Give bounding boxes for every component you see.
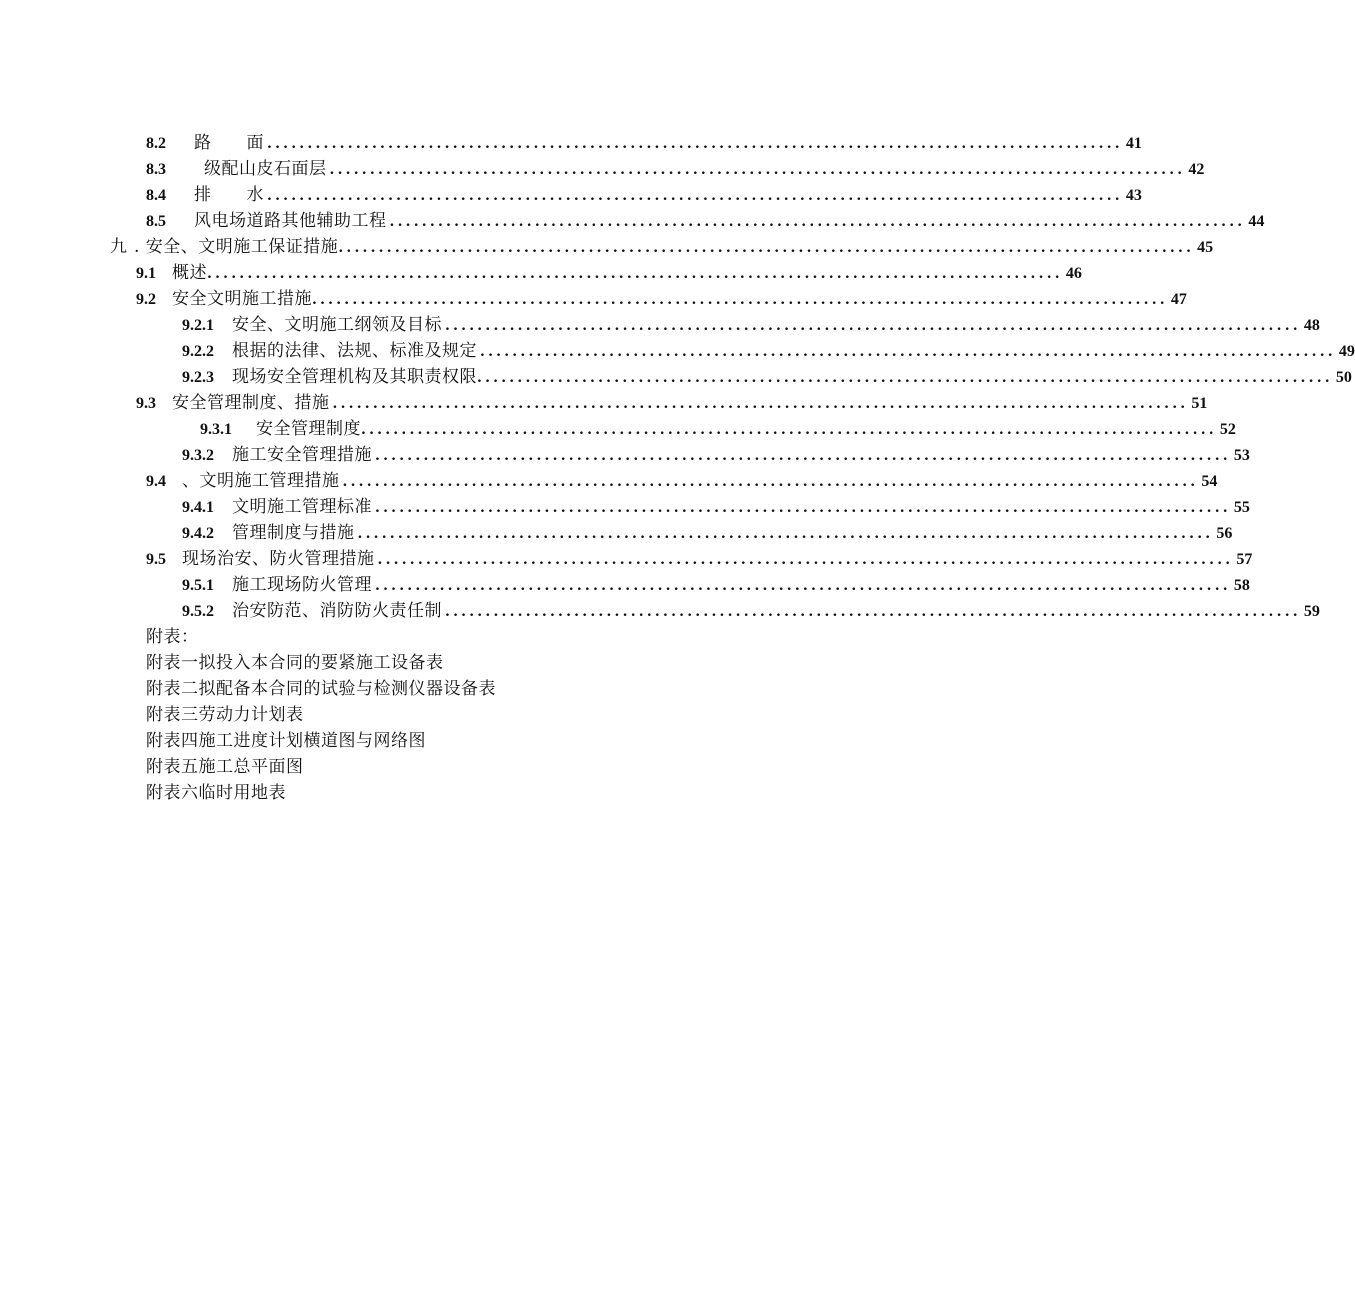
toc-leader-dots: ..........................................................................................................: [267, 136, 1123, 152]
toc-title: 概述: [172, 263, 207, 283]
toc-number: 9.5: [146, 551, 166, 568]
toc-entry-9-4-2[interactable]: [182, 520, 1233, 546]
toc-number: 9.2.1: [182, 317, 214, 334]
toc-entry-9-2[interactable]: [136, 286, 1187, 312]
toc-page-number: 59: [1303, 603, 1320, 620]
toc-page-number: 51: [1191, 395, 1208, 412]
toc-entry-8-4[interactable]: [146, 182, 1142, 208]
toc-entry-8-3[interactable]: [146, 156, 1205, 182]
toc-page-number: 48: [1303, 317, 1320, 334]
toc-leader-dots: ..........................................................................................................: [389, 214, 1246, 230]
toc-page-number: 45: [1197, 239, 1214, 256]
toc-entry-9-4-1[interactable]: [182, 494, 1250, 520]
toc-number: 8.4: [146, 187, 166, 204]
toc-entry-8-2[interactable]: [146, 130, 1142, 156]
toc-leader-dots: ..........................................................................................................: [357, 526, 1214, 542]
toc-number: 8.5: [146, 213, 166, 230]
toc-title: 施工现场防火管理: [232, 575, 372, 595]
toc-leader-dots: ..........................................................................................................: [480, 344, 1336, 360]
appendix-item-6[interactable]: 附表六临时用地表: [146, 783, 286, 803]
toc-title: 安全管理制度、措施: [172, 393, 330, 413]
toc-title: 施工安全管理措施: [232, 445, 372, 465]
toc-number: 9.3.1: [200, 421, 232, 438]
toc-page-number: 53: [1233, 447, 1250, 464]
toc-title: 安全文明施工措施: [172, 289, 312, 309]
toc-page-number: 52: [1219, 421, 1236, 438]
toc-title: 文明施工管理标准: [232, 497, 372, 517]
toc-title: 安全管理制度: [256, 419, 361, 439]
toc-entry-9-2-1[interactable]: [182, 312, 1320, 338]
toc-number: 9.1: [136, 265, 156, 282]
appendix-item-2[interactable]: 附表二拟配备本合同的试验与检测仪器设备表: [146, 679, 496, 699]
appendix-item-5[interactable]: 附表五施工总平面图: [146, 757, 304, 777]
toc-leader-dots: ..........................................................................................................: [375, 448, 1231, 464]
toc-number: 9.4.2: [182, 525, 214, 542]
toc-number: 9.2.2: [182, 343, 214, 360]
toc-number: 9.4.1: [182, 499, 214, 516]
toc-leader-dots: ..........................................................................................................: [329, 162, 1186, 178]
appendix-item-3[interactable]: 附表三劳动力计划表: [146, 705, 304, 725]
toc-leader-dots: ..........................................................................................................: [338, 240, 1195, 256]
toc-page-number: 56: [1216, 525, 1233, 542]
toc-number: 9.4: [146, 473, 166, 490]
toc-title: 治安防范、消防防火责任制: [232, 601, 442, 621]
toc-title: 管理制度与措施: [232, 523, 355, 543]
appendix-item-4[interactable]: 附表四施工进度计划横道图与网络图: [146, 731, 426, 751]
toc-page-number: 41: [1125, 135, 1142, 152]
toc-leader-dots: ..........................................................................................................: [312, 292, 1168, 308]
toc-entry-8-5[interactable]: [146, 208, 1265, 234]
toc-entry-9-4[interactable]: [146, 468, 1218, 494]
toc-page-number: 49: [1338, 343, 1355, 360]
toc-number: 8.3: [146, 161, 166, 178]
toc-entry-9-2-2[interactable]: [182, 338, 1355, 364]
toc-number: 9.5.1: [182, 577, 214, 594]
toc-title: 、文明施工管理措施: [182, 471, 340, 491]
toc-leader-dots: ..........................................................................................................: [445, 318, 1301, 334]
toc-entry-9-5-1[interactable]: [182, 572, 1250, 598]
toc-page-number: 55: [1233, 499, 1250, 516]
toc-title: 排 水: [194, 185, 264, 205]
toc-page-number: 42: [1188, 161, 1205, 178]
toc-title: 根据的法律、法规、标准及规定: [232, 341, 477, 361]
toc-leader-dots: ..........................................................................................................: [477, 370, 1333, 386]
toc-entry-9-2-3[interactable]: [182, 364, 1352, 390]
toc-page-number: 44: [1248, 213, 1265, 230]
toc-title: . 安全、文明施工保证措施: [134, 237, 339, 257]
toc-entry-9-1[interactable]: [136, 260, 1082, 286]
toc-page-number: 57: [1236, 551, 1253, 568]
appendix-heading: 附表：: [146, 627, 199, 647]
toc-leader-dots: ..........................................................................................................: [342, 474, 1199, 490]
toc-title: 风电场道路其他辅助工程: [194, 211, 387, 231]
appendix-item-1[interactable]: 附表一拟投入本合同的要紧施工设备表: [146, 653, 444, 673]
toc-leader-dots: ..........................................................................................................: [377, 552, 1234, 568]
toc-number: 9.2.3: [182, 369, 214, 386]
toc-title: 现场治安、防火管理措施: [182, 549, 375, 569]
toc-number: 9.2: [136, 291, 156, 308]
toc-entry-9-5-2[interactable]: [182, 598, 1320, 624]
toc-leader-dots: ..........................................................................................................: [207, 266, 1063, 282]
toc-page-number: 58: [1233, 577, 1250, 594]
toc-entry-chapter-9[interactable]: [110, 234, 1214, 260]
toc-number: 9.3.2: [182, 447, 214, 464]
toc-entry-9-3-1[interactable]: [200, 416, 1236, 442]
toc-number: 九: [110, 237, 127, 256]
toc-entry-9-5[interactable]: [146, 546, 1253, 572]
toc-leader-dots: ..........................................................................................................: [267, 188, 1123, 204]
toc-leader-dots: ..........................................................................................................: [361, 422, 1217, 438]
toc-page-number: 46: [1065, 265, 1082, 282]
toc-number: 8.2: [146, 135, 166, 152]
toc-page-number: 43: [1125, 187, 1142, 204]
toc-title: 安全、文明施工纲领及目标: [232, 315, 442, 335]
toc-number: 9.3: [136, 395, 156, 412]
toc-title: 现场安全管理机构及其职责权限: [232, 367, 477, 387]
toc-title: 级配山皮石面层: [204, 159, 327, 179]
toc-leader-dots: ..........................................................................................................: [332, 396, 1189, 412]
toc-page-number: 47: [1170, 291, 1187, 308]
toc-number: 9.5.2: [182, 603, 214, 620]
toc-title: 路 面: [194, 133, 264, 153]
toc-leader-dots: ..........................................................................................................: [445, 604, 1301, 620]
toc-leader-dots: ..........................................................................................................: [375, 578, 1231, 594]
toc-page-number: 54: [1201, 473, 1218, 490]
toc-entry-9-3-2[interactable]: [182, 442, 1250, 468]
toc-leader-dots: ..........................................................................................................: [375, 500, 1231, 516]
toc-entry-9-3[interactable]: [136, 390, 1208, 416]
toc-page-number: 50: [1335, 369, 1352, 386]
